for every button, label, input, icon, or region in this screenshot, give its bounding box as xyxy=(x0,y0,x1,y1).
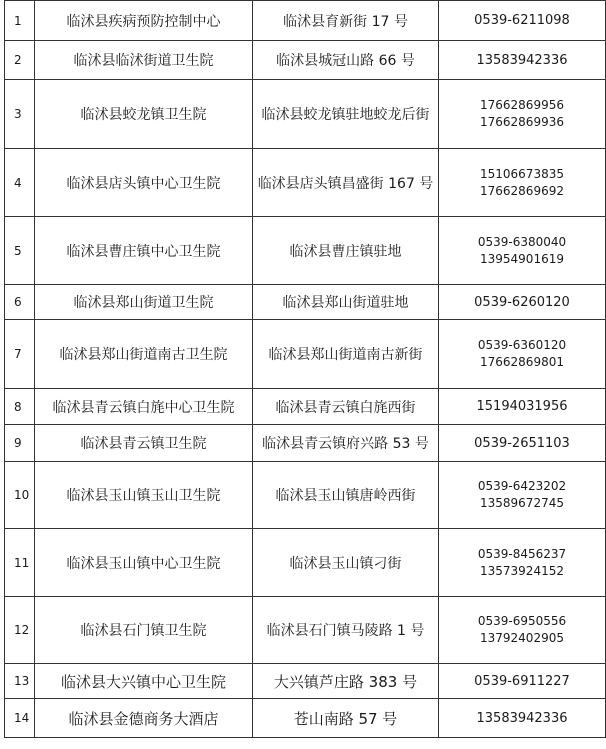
phone-cell xyxy=(439,699,606,738)
facility-name: 临沭县青云镇卫生院 xyxy=(35,425,253,462)
facility-name: 临沭县金德商务大酒店 xyxy=(35,699,253,738)
contact-table xyxy=(4,0,606,738)
facility-address: 临沭县石门镇马陵路 1 号 xyxy=(253,597,439,664)
table-row xyxy=(5,425,606,462)
phone-number: 13589672745 xyxy=(480,496,564,510)
facility-name: 临沭县临沭街道卫生院 xyxy=(35,41,253,80)
facility-address: 临沭县城冠山路 66 号 xyxy=(253,41,439,80)
facility-name: 临沭县玉山镇玉山卫生院 xyxy=(35,462,253,529)
phone-number: 17662869692 xyxy=(480,183,564,198)
phone-cell xyxy=(439,389,606,425)
phone-cell xyxy=(439,80,606,149)
facility-address: 临沭县育新街 17 号 xyxy=(253,1,439,41)
facility-address: 临沭县青云镇府兴路 53 号 xyxy=(253,425,439,462)
row-number: 10 xyxy=(5,462,35,529)
facility-name: 临沭县曹庄镇中心卫生院 xyxy=(35,217,253,285)
phone-cell xyxy=(439,1,606,41)
phone-number: 0539-6380040 xyxy=(477,234,567,249)
phone-number: 0539-6260120 xyxy=(474,294,570,310)
phone-cell xyxy=(439,597,606,664)
phone-cell xyxy=(439,149,606,217)
row-number: 8 xyxy=(5,389,35,425)
phone-number: 13573924152 xyxy=(480,563,564,578)
phone-number: 0539-6360120 xyxy=(477,338,567,352)
phone-number: 17662869801 xyxy=(480,355,564,369)
facility-name: 临沭县石门镇卫生院 xyxy=(35,597,253,664)
row-number: 2 xyxy=(5,41,35,80)
row-number: 3 xyxy=(5,80,35,149)
facility-address: 大兴镇芦庄路 383 号 xyxy=(253,664,439,699)
facility-name: 临沭县大兴镇中心卫生院 xyxy=(35,664,253,699)
facility-address: 临沭县店头镇昌盛街 167 号 xyxy=(253,149,439,217)
row-number: 5 xyxy=(5,217,35,285)
phone-cell xyxy=(439,529,606,597)
phone-cell xyxy=(439,285,606,320)
table-row xyxy=(5,529,606,597)
row-number: 6 xyxy=(5,285,35,320)
row-number: 13 xyxy=(5,664,35,699)
table-row xyxy=(5,320,606,389)
facility-address: 临沭县玉山镇唐岭西街 xyxy=(253,462,439,529)
table-row xyxy=(5,1,606,41)
facility-name: 临沭县店头镇中心卫生院 xyxy=(35,149,253,217)
table-row xyxy=(5,149,606,217)
facility-address: 临沭县郑山街道驻地 xyxy=(253,285,439,320)
phone-cell xyxy=(439,217,606,285)
phone-number: 0539-6423202 xyxy=(477,479,567,493)
facility-name: 临沭县疾病预防控制中心 xyxy=(35,1,253,41)
phone-cell xyxy=(439,664,606,699)
facility-name: 临沭县玉山镇中心卫生院 xyxy=(35,529,253,597)
table-row xyxy=(5,285,606,320)
table-row xyxy=(5,389,606,425)
phone-number: 13583942336 xyxy=(476,710,568,726)
phone-cell xyxy=(439,41,606,80)
phone-number: 0539-2651103 xyxy=(474,435,570,451)
phone-number: 0539-8456237 xyxy=(477,546,567,561)
table-row xyxy=(5,80,606,149)
phone-number: 13583942336 xyxy=(476,52,568,68)
facility-name: 临沭县郑山街道卫生院 xyxy=(35,285,253,320)
phone-number: 0539-6211098 xyxy=(474,13,570,28)
facility-name: 临沭县蛟龙镇卫生院 xyxy=(35,80,253,149)
phone-cell xyxy=(439,462,606,529)
table-body xyxy=(5,1,606,738)
row-number: 11 xyxy=(5,529,35,597)
table-row xyxy=(5,699,606,738)
phone-cell xyxy=(439,320,606,389)
table-row xyxy=(5,41,606,80)
facility-address: 临沭县玉山镇刁街 xyxy=(253,529,439,597)
table-row xyxy=(5,597,606,664)
phone-number: 15194031956 xyxy=(476,399,568,414)
row-number: 9 xyxy=(5,425,35,462)
row-number: 7 xyxy=(5,320,35,389)
phone-number: 17662869936 xyxy=(480,115,564,129)
row-number: 14 xyxy=(5,699,35,738)
table-row xyxy=(5,217,606,285)
facility-address: 苍山南路 57 号 xyxy=(253,699,439,738)
phone-number: 13954901619 xyxy=(480,251,564,266)
row-number: 12 xyxy=(5,597,35,664)
table-row xyxy=(5,462,606,529)
phone-number: 0539-6950556 xyxy=(477,614,567,628)
facility-address: 临沭县蛟龙镇驻地蛟龙后街 xyxy=(253,80,439,149)
row-number: 4 xyxy=(5,149,35,217)
facility-address: 临沭县郑山街道南古新街 xyxy=(253,320,439,389)
facility-name: 临沭县郑山街道南古卫生院 xyxy=(35,320,253,389)
facility-address: 临沭县青云镇白旄西街 xyxy=(253,389,439,425)
phone-number: 17662869956 xyxy=(480,98,564,112)
phone-number: 13792402905 xyxy=(480,631,564,645)
phone-number: 0539-6911227 xyxy=(474,673,570,689)
facility-name: 临沭县青云镇白旄中心卫生院 xyxy=(35,389,253,425)
phone-cell xyxy=(439,425,606,462)
facility-address: 临沭县曹庄镇驻地 xyxy=(253,217,439,285)
row-number: 1 xyxy=(5,1,35,41)
phone-number: 15106673835 xyxy=(480,166,564,181)
table-row xyxy=(5,664,606,699)
